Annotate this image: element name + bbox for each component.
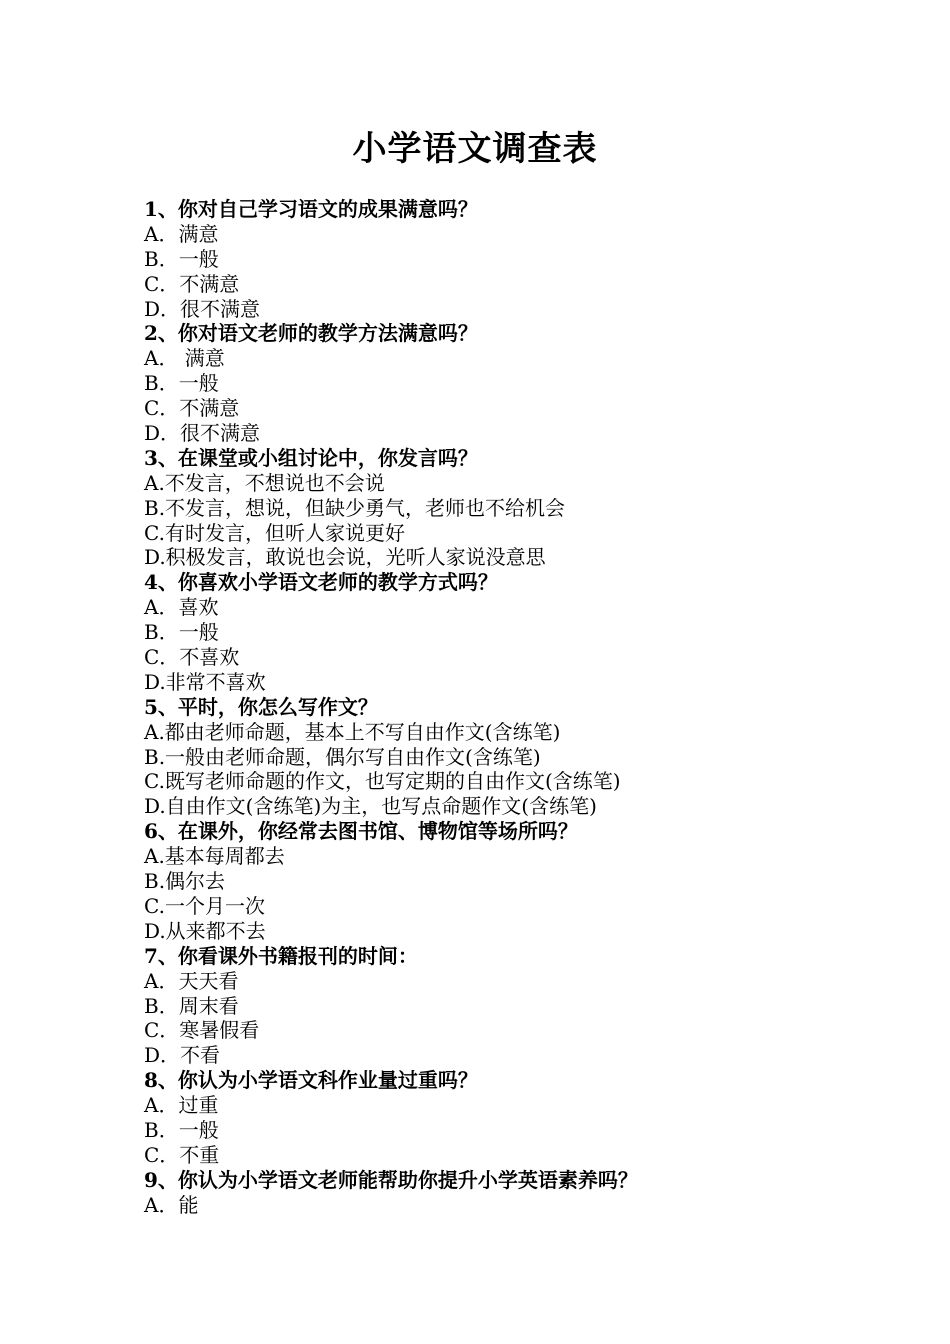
question-block xyxy=(144,570,864,694)
answer-option: C.一个月一次 xyxy=(144,893,265,918)
answer-option: D．很不满意 xyxy=(144,421,261,446)
answer-option: A．过重 xyxy=(144,1093,219,1118)
answer-option: C．不满意 xyxy=(144,396,240,421)
answer-option: D.从来都不去 xyxy=(144,918,266,943)
question-text: 8、你认为小学语文科作业量过重吗？ xyxy=(144,1068,478,1093)
question-text: 3、在课堂或小组讨论中，你发言吗？ xyxy=(144,445,478,470)
answer-option: D．很不满意 xyxy=(144,296,261,321)
question-text: 1、你对自己学习语文的成果满意吗？ xyxy=(144,197,478,221)
answer-option: C．不重 xyxy=(144,1142,220,1167)
answer-option: C．寒暑假看 xyxy=(144,1018,260,1043)
question-text: 6、在课外，你经常去图书馆、博物馆等场所吗？ xyxy=(144,819,578,844)
survey-questions xyxy=(144,197,864,1218)
answer-option: A．能 xyxy=(144,1192,199,1217)
answer-option: A．满意 xyxy=(144,221,219,246)
question-block xyxy=(144,197,864,321)
answer-option: A．喜欢 xyxy=(144,595,219,620)
question-block xyxy=(144,1068,864,1168)
question-block xyxy=(144,1168,864,1218)
question-block xyxy=(144,944,864,1068)
answer-option: B.不发言，想说，但缺少勇气，老师也不给机会 xyxy=(144,495,566,520)
answer-option: A． 满意 xyxy=(144,346,225,371)
answer-option: B．一般 xyxy=(144,1117,219,1142)
answer-option: C.既写老师命题的作文，也写定期的自由作文(含练笔) xyxy=(144,769,621,794)
answer-option: B．一般 xyxy=(144,620,219,645)
answer-option: C．不满意 xyxy=(144,271,240,296)
answer-option: D．不看 xyxy=(144,1043,221,1068)
answer-option: D.自由作文(含练笔)为主，也写点命题作文(含练笔) xyxy=(144,794,597,819)
answer-option: B.一般由老师命题，偶尔写自由作文(含练笔) xyxy=(144,744,541,769)
answer-option: A．天天看 xyxy=(144,968,239,993)
answer-option: D.积极发言，敢说也会说，光听人家说没意思 xyxy=(144,545,546,570)
question-block xyxy=(144,695,864,819)
answer-option: A.都由老师命题，基本上不写自由作文(含练笔) xyxy=(144,719,561,744)
answer-option: A.不发言，不想说也不会说 xyxy=(144,470,385,495)
question-block xyxy=(144,321,864,445)
question-text: 7、你看课外书籍报刊的时间： xyxy=(144,943,418,968)
answer-option: C.有时发言，但听人家说更好 xyxy=(144,520,405,545)
question-text: 5、平时，你怎么写作文？ xyxy=(144,694,378,719)
question-text: 9、你认为小学语文老师能帮助你提升小学英语素养吗？ xyxy=(144,1167,638,1192)
document-title: 小学语文调查表 xyxy=(352,129,598,169)
answer-option: B．一般 xyxy=(144,371,219,396)
question-block xyxy=(144,446,864,570)
question-block xyxy=(144,819,864,943)
answer-option: C．不喜欢 xyxy=(144,645,240,670)
answer-option: B.偶尔去 xyxy=(144,869,226,894)
answer-option: A.基本每周都去 xyxy=(144,844,285,869)
answer-option: B．周末看 xyxy=(144,993,239,1018)
answer-option: D.非常不喜欢 xyxy=(144,669,266,694)
question-text: 2、你对语文老师的教学方法满意吗？ xyxy=(144,321,478,346)
question-text: 4、你喜欢小学语文老师的教学方式吗？ xyxy=(144,570,498,595)
answer-option: B．一般 xyxy=(144,246,219,271)
